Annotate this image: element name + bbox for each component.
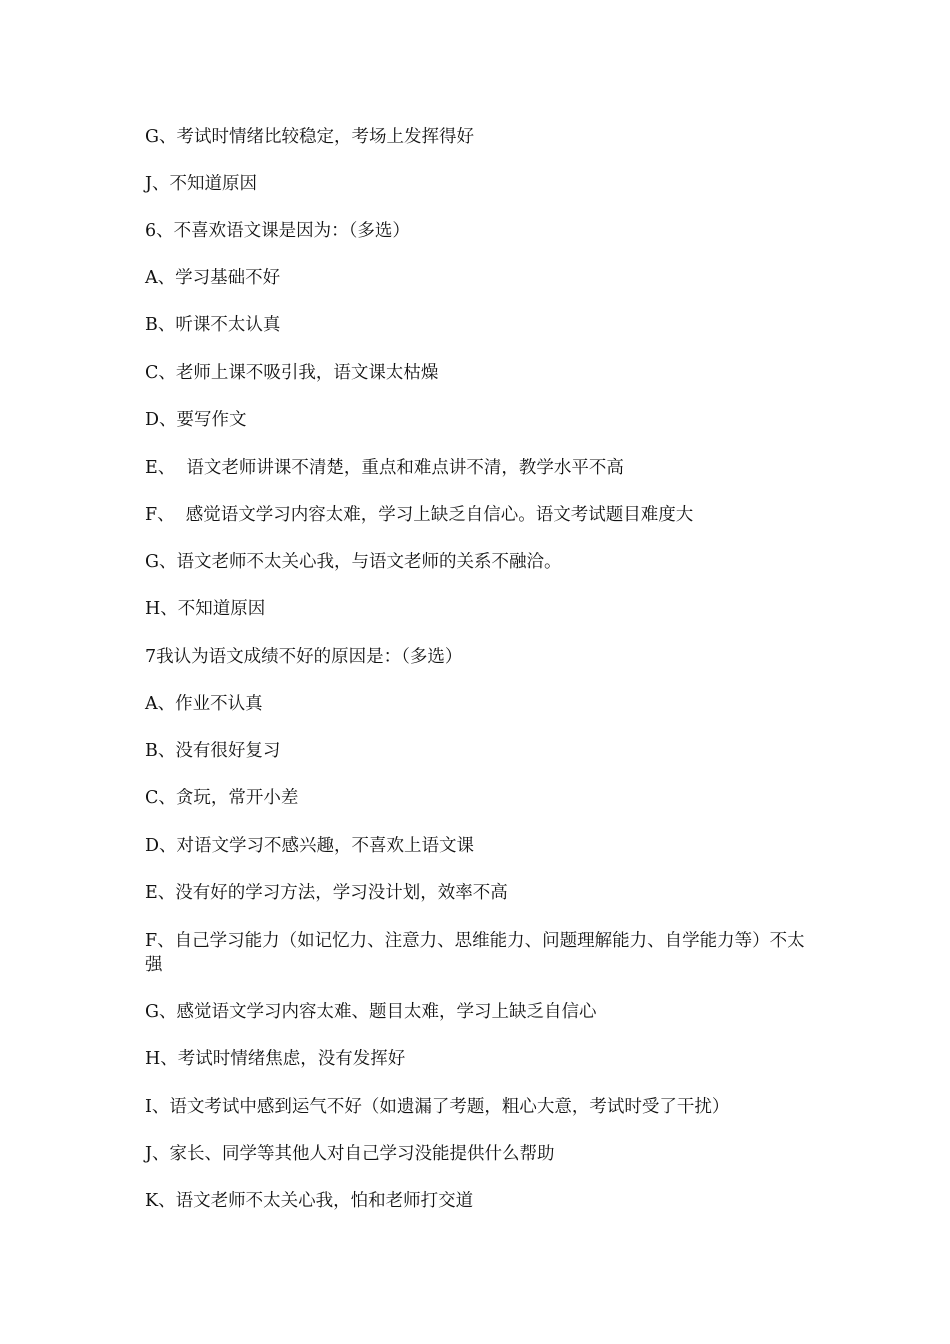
- question-heading: 6、不喜欢语文课是因为：（多选）: [145, 221, 410, 241]
- option-line: B、听课不太认真: [145, 315, 281, 335]
- option-line: H、不知道原因: [145, 599, 266, 619]
- option-line: C、老师上课不吸引我，语文课太枯燥: [145, 363, 439, 383]
- option-line: I、语文考试中感到运气不好（如遗漏了考题，粗心大意，考试时受了干扰）: [145, 1097, 730, 1117]
- text-line: G、考试时情绪比较稳定，考场上发挥得好: [145, 127, 474, 147]
- option-line: D、要写作文: [145, 410, 247, 430]
- option-line: K、语文老师不太关心我，怕和老师打交道: [145, 1191, 474, 1211]
- option-line: D、对语文学习不感兴趣，不喜欢上语文课: [145, 836, 475, 856]
- option-line: G、语文老师不太关心我，与语文老师的关系不融洽。: [145, 552, 562, 572]
- option-line: G、感觉语文学习内容太难、题目太难，学习上缺乏自信心: [145, 1002, 597, 1022]
- option-line: E、没有好的学习方法，学习没计划，效率不高: [145, 883, 508, 903]
- option-line: B、没有很好复习: [145, 741, 281, 761]
- text-line: J、不知道原因: [145, 174, 258, 194]
- option-line: F、自己学习能力（如记忆力、注意力、思维能力、问题理解能力、自学能力等）不太强: [145, 931, 805, 975]
- option-line: H、考试时情绪焦虑，没有发挥好: [145, 1049, 406, 1069]
- option-line: J、家长、同学等其他人对自己学习没能提供什么帮助: [145, 1144, 555, 1164]
- option-line: A、学习基础不好: [145, 268, 281, 288]
- option-line: C、贪玩，常开小差: [145, 788, 299, 808]
- option-line: E、 语文老师讲课不清楚，重点和难点讲不清，教学水平不高: [145, 458, 624, 478]
- option-line: A、作业不认真: [145, 694, 263, 714]
- question-heading: 7我认为语文成绩不好的原因是：（多选）: [145, 647, 463, 667]
- option-line: F、 感觉语文学习内容太难，学习上缺乏自信心。语文考试题目难度大: [145, 505, 694, 525]
